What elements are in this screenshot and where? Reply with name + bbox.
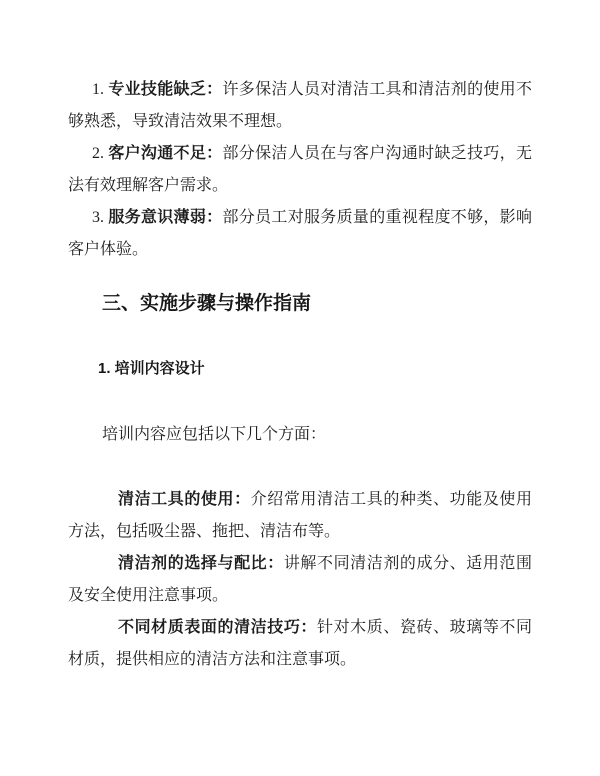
training-term: 不同材质表面的清洁技巧： — [118, 619, 317, 636]
training-description: 介绍常用清洁工具的种类、功能及使用方法，包括吸尘器、拖把、清洁布等。 — [68, 491, 532, 540]
issue-term: 服务意识薄弱： — [108, 209, 223, 226]
lead-paragraph: 培训内容应包括以下几个方面： — [102, 426, 327, 443]
issue-term: 客户沟通不足： — [108, 145, 223, 162]
issue-paragraph-1 — [68, 74, 532, 138]
subsection-heading: 1. 培训内容设计 — [98, 360, 205, 377]
training-item-1 — [68, 484, 532, 548]
issue-term: 专业技能缺乏： — [108, 81, 223, 98]
training-term: 清洁剂的选择与配比： — [118, 555, 284, 572]
issue-description: 部分保洁人员在与客户沟通时缺乏技巧，无法有效理解客户需求。 — [68, 145, 532, 194]
training-item-3 — [68, 612, 532, 676]
document-page — [68, 74, 532, 676]
training-description: 讲解不同清洁剂的成分、适用范围及安全使用注意事项。 — [68, 555, 532, 604]
issue-number: 2. — [92, 145, 109, 162]
training-item-2 — [68, 548, 532, 612]
training-term: 清洁工具的使用： — [118, 491, 251, 508]
issue-number: 3. — [92, 209, 109, 226]
training-description: 针对木质、瓷砖、玻璃等不同材质，提供相应的清洁方法和注意事项。 — [68, 619, 532, 668]
section-heading: 三、实施步骤与操作指南 — [102, 293, 312, 314]
issue-paragraph-3 — [68, 202, 532, 266]
issue-paragraph-2 — [68, 138, 532, 202]
issue-description: 部分员工对服务质量的重视程度不够，影响客户体验。 — [68, 209, 532, 258]
issue-number: 1. — [92, 81, 109, 98]
issue-description: 许多保洁人员对清洁工具和清洁剂的使用不够熟悉，导致清洁效果不理想。 — [68, 81, 532, 130]
